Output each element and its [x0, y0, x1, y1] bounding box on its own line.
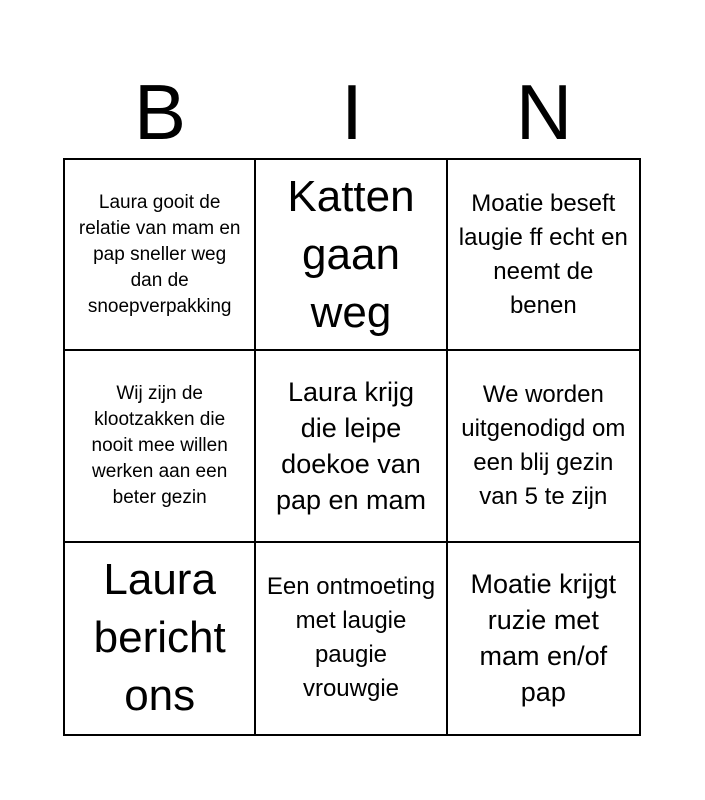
bingo-cell-r1c1[interactable] — [65, 160, 256, 351]
cell-text: Moatie krijgt ruzie met mam en/of pap — [470, 569, 617, 708]
bingo-grid — [63, 158, 641, 736]
header-letter-i: I — [341, 68, 363, 156]
cell-text: Laura gooit de relatie van mam en pap sneller weg dan de snoepverpakking — [78, 191, 241, 317]
cell-text: Wij zijn de klootzakken die nooit mee willen werken aan een beter gezin — [91, 382, 228, 508]
header-letter-n: N — [515, 68, 573, 156]
bingo-cell-r3c2[interactable] — [256, 543, 447, 734]
cell-text: Een ontmoeting met laugie paugie vrouwgie — [266, 573, 436, 703]
bingo-cell-r2c3[interactable] — [448, 351, 639, 542]
bingo-cell-r1c3[interactable] — [448, 160, 639, 351]
cell-text: Laura krijg die leipe doekoe van pap en mam — [275, 376, 427, 515]
bingo-cell-r3c3[interactable] — [448, 543, 639, 734]
bingo-cell-r1c2[interactable] — [256, 160, 447, 351]
header-letter-b: B — [133, 68, 187, 156]
cell-text: We worden uitgenodigd om een blij gezin van 5 te zijn — [461, 380, 626, 510]
bingo-cell-r2c1[interactable] — [65, 351, 256, 542]
cell-text: Katten gaan weg — [287, 171, 415, 337]
bingo-cell-r3c1[interactable] — [65, 543, 256, 734]
cell-text: Moatie beseft laugie ff echt en neemt de benen — [458, 189, 628, 319]
cell-text: Laura bericht ons — [93, 555, 226, 721]
bingo-cell-r2c2[interactable] — [256, 351, 447, 542]
